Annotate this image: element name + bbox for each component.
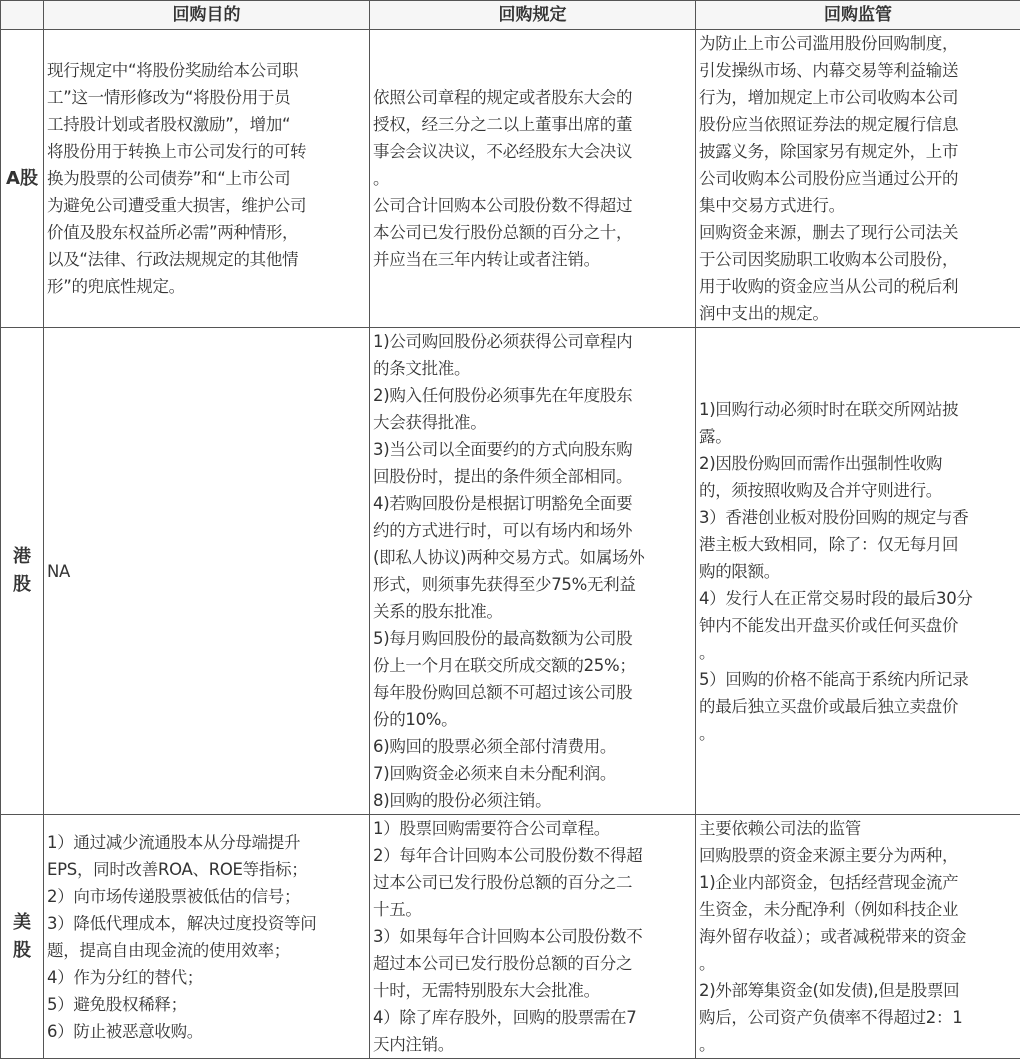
- text-line: 5）避免股权稀释；: [47, 991, 366, 1018]
- text-line: 港主板大致相同，除了：仅无每月回: [699, 531, 1017, 558]
- text-line: 的最后独立买盘价或最后独立卖盘价: [699, 693, 1017, 720]
- table-row-hk-share: [1, 328, 1020, 815]
- text-line: 集中交易方式进行。: [699, 192, 1017, 219]
- text-line: 6）防止被恶意收购。: [47, 1018, 366, 1045]
- header-row: [1, 1, 1020, 30]
- text-line: 2)因股份购回而需作出强制性收购: [699, 450, 1017, 477]
- text-line: 3）如果每年合计回购本公司股份数不: [373, 923, 692, 950]
- text-line: 生资金，未分配净利（例如科技企业: [699, 896, 1017, 923]
- text-line: 1）通过减少流通股本从分母端提升: [47, 829, 366, 856]
- text-line: NA: [47, 558, 366, 585]
- cell-supervision: [696, 815, 1020, 1059]
- cell-purpose: [44, 328, 370, 815]
- text-line: 4）除了库存股外，回购的股票需在7: [373, 1004, 692, 1031]
- text-line: 份的10%。: [373, 706, 692, 733]
- header-supervision: 回购监管: [696, 1, 1020, 30]
- cell-rules: [370, 328, 696, 815]
- text-line: 4)若购回股份是根据订明豁免全面要: [373, 490, 692, 517]
- text-line: 公司合计回购本公司股份数不得超过: [373, 192, 692, 219]
- text-line: 5）回购的价格不能高于系统内所记录: [699, 666, 1017, 693]
- text-line: 。: [699, 950, 1017, 977]
- text-line: 。: [373, 165, 692, 192]
- text-line: 关系的股东批准。: [373, 598, 692, 625]
- text-line: 大会获得批准。: [373, 409, 692, 436]
- text-line: 超过本公司已发行股份总额的百分之: [373, 950, 692, 977]
- text-line: 事会会议决议，不必经股东大会决议: [373, 138, 692, 165]
- market-label: A股: [1, 165, 43, 193]
- text-line: 3）香港创业板对股份回购的规定与香: [699, 504, 1017, 531]
- text-line: 4）作为分红的替代；: [47, 964, 366, 991]
- text-line: 依照公司章程的规定或者股东大会的: [373, 84, 692, 111]
- text-line: 海外留存收益）；或者减税带来的资金: [699, 923, 1017, 950]
- table-row-us-share: [1, 815, 1020, 1059]
- text-line: 于公司因奖励职工收购本公司股份，: [699, 246, 1017, 273]
- text-line: 的，须按照收购及合并守则进行。: [699, 477, 1017, 504]
- market-label: 港股: [12, 543, 32, 599]
- text-line: EPS，同时改善ROA、ROE等指标；: [47, 856, 366, 883]
- text-line: 润中支出的规定。: [699, 300, 1017, 327]
- header-purpose: 回购目的: [44, 1, 370, 30]
- text-line: 十时，无需特别股东大会批准。: [373, 977, 692, 1004]
- text-line: 钟内不能发出开盘买价或任何买盘价: [699, 612, 1017, 639]
- text-line: 5)每月购回股份的最高数额为公司股: [373, 625, 692, 652]
- text-line: 1)公司购回股份必须获得公司章程内: [373, 328, 692, 355]
- text-line: 工持股计划或者股权激励”，增加“: [47, 111, 366, 138]
- text-line: 价值及股东权益所必需”两种情形，: [47, 219, 366, 246]
- text-line: 。: [699, 639, 1017, 666]
- text-line: 2）向市场传递股票被低估的信号；: [47, 883, 366, 910]
- text-line: 1）股票回购需要符合公司章程。: [373, 815, 692, 842]
- text-line: 以及“法律、行政法规规定的其他情: [47, 246, 366, 273]
- cell-supervision: [696, 30, 1020, 328]
- text-line: 现行规定中“将股份奖励给本公司职: [47, 57, 366, 84]
- cell-rules: [370, 815, 696, 1059]
- text-line: 用于收购的资金应当从公司的税后利: [699, 273, 1017, 300]
- text-line: 形式，则须事先获得至少75%无利益: [373, 571, 692, 598]
- text-line: 十五。: [373, 896, 692, 923]
- text-line: 2)外部筹集资金(如发债),但是股票回: [699, 977, 1017, 1004]
- cell-rules: [370, 30, 696, 328]
- text-line: 本公司已发行股份总额的百分之十，: [373, 219, 692, 246]
- text-line: 行为，增加规定上市公司收购本公司: [699, 84, 1017, 111]
- text-line: 授权，经三分之二以上董事出席的董: [373, 111, 692, 138]
- text-line: 工”这一情形修改为“将股份用于员: [47, 84, 366, 111]
- text-line: 回购股票的资金来源主要分为两种，: [699, 842, 1017, 869]
- text-line: 2)购入任何股份必须事先在年度股东: [373, 382, 692, 409]
- cell-supervision: [696, 328, 1020, 815]
- table-row-a-share: [1, 30, 1020, 328]
- text-line: 披露义务，除国家另有规定外，上市: [699, 138, 1017, 165]
- text-line: 约的方式进行时，可以有场内和场外: [373, 517, 692, 544]
- text-line: 。: [699, 720, 1017, 747]
- text-line: 题，提高自由现金流的使用效率；: [47, 937, 366, 964]
- text-line: 购的限额。: [699, 558, 1017, 585]
- text-line: 的条文批准。: [373, 355, 692, 382]
- text-line: 股份应当依照证券法的规定履行信息: [699, 111, 1017, 138]
- text-line: 并应当在三年内转让或者注销。: [373, 246, 692, 273]
- text-line: 6)购回的股票必须全部付清费用。: [373, 733, 692, 760]
- row-label-us-share: [1, 815, 44, 1059]
- text-line: 。: [699, 1031, 1017, 1058]
- text-line: 份上一个月在联交所成交额的25%；: [373, 652, 692, 679]
- text-line: 8)回购的股份必须注销。: [373, 787, 692, 814]
- text-line: 3）降低代理成本，解决过度投资等问: [47, 910, 366, 937]
- header-rules: 回购规定: [370, 1, 696, 30]
- text-line: 公司收购本公司股份应当通过公开的: [699, 165, 1017, 192]
- text-line: 为防止上市公司滥用股份回购制度，: [699, 30, 1017, 57]
- text-line: 为避免公司遭受重大损害，维护公司: [47, 192, 366, 219]
- text-line: 购后，公司资产负债率不得超过2：1: [699, 1004, 1017, 1031]
- text-line: 4）发行人在正常交易时段的最后30分: [699, 585, 1017, 612]
- text-line: 换为股票的公司债券”和“上市公司: [47, 165, 366, 192]
- text-line: 主要依赖公司法的监管: [699, 815, 1017, 842]
- market-label: 美股: [12, 909, 32, 965]
- cell-purpose: [44, 30, 370, 328]
- text-line: 形”的兜底性规定。: [47, 273, 366, 300]
- text-line: 回购资金来源，删去了现行公司法关: [699, 219, 1017, 246]
- text-line: 将股份用于转换上市公司发行的可转: [47, 138, 366, 165]
- text-line: 3)当公司以全面要约的方式向股东购: [373, 436, 692, 463]
- header-corner: [1, 1, 44, 30]
- text-line: 1)回购行动必须时时在联交所网站披: [699, 396, 1017, 423]
- text-line: 过本公司已发行股份总额的百分之二: [373, 869, 692, 896]
- row-label-hk-share: [1, 328, 44, 815]
- row-label-a-share: [1, 30, 44, 328]
- text-line: 1)企业内部资金，包括经营现金流产: [699, 869, 1017, 896]
- text-line: 2）每年合计回购本公司股份数不得超: [373, 842, 692, 869]
- text-line: 回股份时，提出的条件须全部相同。: [373, 463, 692, 490]
- text-line: 每年股份购回总额不可超过该公司股: [373, 679, 692, 706]
- cell-purpose: [44, 815, 370, 1059]
- text-line: 露。: [699, 423, 1017, 450]
- text-line: 7)回购资金必须来自未分配利润。: [373, 760, 692, 787]
- text-line: 天内注销。: [373, 1031, 692, 1058]
- text-line: (即私人协议)两种交易方式。如属场外: [373, 544, 692, 571]
- text-line: 引发操纵市场、内幕交易等利益输送: [699, 57, 1017, 84]
